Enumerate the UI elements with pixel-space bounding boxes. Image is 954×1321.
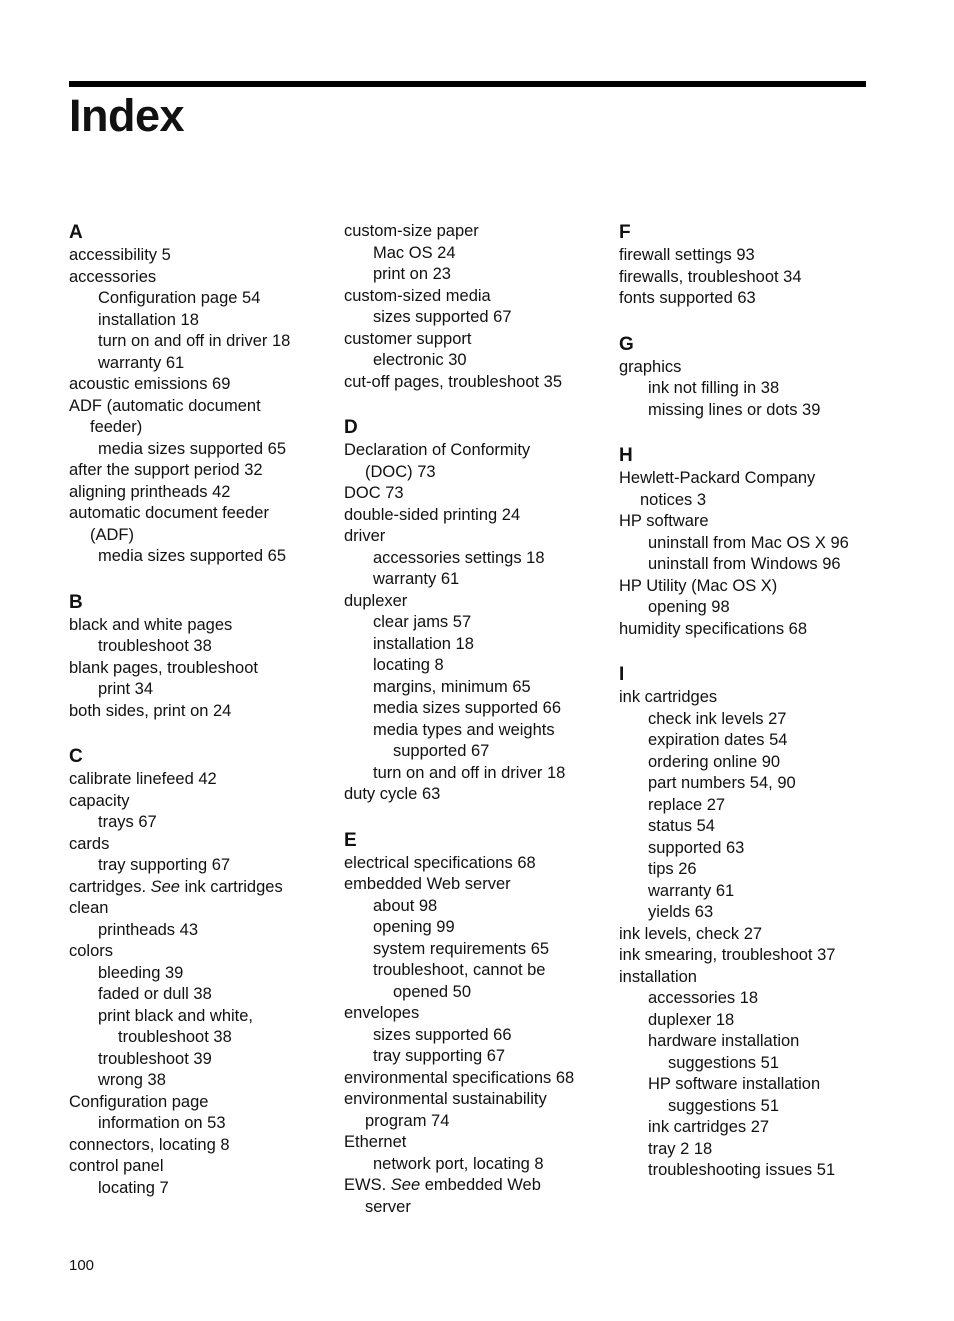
- entry-text: media types and weights: [373, 720, 555, 739]
- index-subentry: [344, 1111, 609, 1133]
- index-entry: [344, 329, 609, 351]
- entry-text: supported 63: [648, 838, 745, 857]
- entry-text: wrong 38: [98, 1071, 166, 1089]
- entry-text: sizes supported 66: [373, 1025, 512, 1044]
- index-subentry: [619, 490, 884, 512]
- entry-text: humidity specifications 68: [619, 619, 808, 638]
- index-entry: [69, 898, 334, 920]
- section-letter: G: [619, 333, 634, 355]
- entry-text: Configuration page 54: [98, 289, 261, 307]
- index-subentry: [69, 525, 334, 547]
- entry-text: custom-size paper: [344, 222, 479, 240]
- entry-text: duplexer 18: [648, 1010, 735, 1029]
- entry-text: black and white pages: [69, 615, 233, 634]
- index-subentry: [619, 1053, 884, 1075]
- entry-text: accessories 18: [648, 989, 759, 1007]
- entry-text: duty cycle 63: [344, 785, 441, 803]
- index-subentry: [344, 350, 609, 372]
- index-section: [619, 221, 884, 310]
- index-entry: [344, 874, 609, 896]
- entry-text: installation 18: [98, 310, 199, 329]
- entry-text: accessibility 5: [69, 246, 171, 264]
- entry-text: environmental sustainability: [344, 1090, 547, 1108]
- index-subentry: [69, 288, 334, 310]
- entry-text: uninstall from Mac OS X 96: [648, 533, 849, 552]
- index-subentry: [619, 1096, 884, 1118]
- index-entry: [344, 483, 609, 505]
- entry-text: colors: [69, 942, 114, 960]
- section-letter: F: [619, 222, 631, 243]
- page-title: Index: [69, 90, 185, 141]
- index-subentry: [619, 378, 884, 400]
- entry-text: Ethernet: [344, 1133, 407, 1151]
- index-subentry: [344, 612, 609, 634]
- index-entry: [344, 372, 609, 394]
- index-entry: [69, 267, 334, 289]
- index-entry: [619, 245, 884, 267]
- entry-text: Hewlett-Packard Company: [619, 469, 816, 487]
- index-section: [619, 663, 884, 1182]
- entry-text: ink smearing, troubleshoot 37: [619, 946, 836, 964]
- entry-text: clear jams 57: [373, 613, 472, 631]
- index-entry: [69, 769, 334, 791]
- index-entry: [344, 1089, 609, 1111]
- entry-text: tips 26: [648, 860, 697, 878]
- index-entry: [69, 1092, 334, 1114]
- index-entry: [69, 460, 334, 482]
- entry-text: electrical specifications 68: [344, 853, 536, 872]
- entry-text: troubleshoot, cannot be: [373, 961, 546, 979]
- entry-text: environmental specifications 68: [344, 1068, 575, 1087]
- index-subentry: [344, 741, 609, 763]
- index-entry: [344, 591, 609, 613]
- entry-text: turn on and off in driver 18: [373, 763, 566, 782]
- entry-text: after the support period 32: [69, 461, 263, 479]
- entry-text: media sizes supported 66: [373, 699, 562, 717]
- index-subentry: [69, 310, 334, 332]
- section-letter: H: [619, 445, 633, 466]
- entry-text: ink not filling in 38: [648, 379, 780, 397]
- section-letter: C: [69, 746, 83, 767]
- index-subentry: [344, 1154, 609, 1176]
- entry-text: clean: [69, 899, 109, 917]
- index-subentry: [619, 1117, 884, 1139]
- index-entry: [69, 245, 334, 267]
- entry-text: Mac OS 24: [373, 243, 456, 262]
- index-entry: [69, 1135, 334, 1157]
- index-subentry: [344, 655, 609, 677]
- index-entry: [619, 687, 884, 709]
- entry-text: system requirements 65: [373, 939, 550, 958]
- index-subentry: [69, 1049, 334, 1071]
- entry-text: locating 8: [373, 656, 444, 674]
- index-entry: [619, 468, 884, 490]
- index-subentry: [619, 902, 884, 924]
- entry-text: ordering online 90: [648, 752, 781, 771]
- index-entry: [344, 1132, 609, 1154]
- index-subentry: [69, 1006, 334, 1028]
- see-target: ink cartridges: [179, 877, 283, 896]
- index-entry: [619, 288, 884, 310]
- index-subentry: [69, 1178, 334, 1200]
- index-entry: [69, 834, 334, 856]
- entry-text: margins, minimum 65: [373, 677, 531, 696]
- entry-text: troubleshooting issues 51: [648, 1161, 836, 1179]
- index-subentry: [619, 752, 884, 774]
- entry-text: information on 53: [98, 1114, 226, 1132]
- entry-text: double-sided printing 24: [344, 505, 521, 524]
- index-subentry: [69, 636, 334, 658]
- entry-text: feeder): [90, 418, 143, 436]
- index-subentry: [344, 1025, 609, 1047]
- index-subentry: [619, 709, 884, 731]
- entry-text: driver: [344, 527, 386, 545]
- entry-text: replace 27: [648, 795, 726, 814]
- index-section: [69, 221, 334, 568]
- entry-text: (DOC) 73: [365, 462, 436, 481]
- entry-text: aligning printheads 42: [69, 482, 231, 501]
- index-subentry: [619, 554, 884, 576]
- index-entry: [344, 853, 609, 875]
- index-subentry: [69, 1027, 334, 1049]
- entry-text: uninstall from Windows 96: [648, 555, 841, 573]
- index-subentry: [344, 939, 609, 961]
- index-column-2: [344, 221, 609, 1218]
- entry-text: ink levels, check 27: [619, 924, 763, 943]
- index-subentry: [344, 1046, 609, 1068]
- entry-text: tray supporting 67: [98, 856, 231, 874]
- entry-text: acoustic emissions 69: [69, 375, 231, 393]
- entry-text: status 54: [648, 817, 715, 835]
- entry-text: electronic 30: [373, 351, 467, 369]
- index-subentry: [69, 679, 334, 701]
- index-entry: [619, 619, 884, 641]
- index-entry: [619, 357, 884, 379]
- entry-text: notices 3: [640, 490, 707, 509]
- entry-text: tray 2 18: [648, 1139, 713, 1158]
- entry-text: expiration dates 54: [648, 731, 788, 749]
- index-entry: [619, 967, 884, 989]
- entry-text: troubleshoot 38: [118, 1028, 232, 1046]
- index-subentry: [619, 773, 884, 795]
- index-entry: [344, 784, 609, 806]
- entry-text: suggestions 51: [668, 1053, 779, 1072]
- index-subentry: [619, 400, 884, 422]
- index-entry: [69, 396, 334, 418]
- entry-text: print black and white,: [98, 1006, 254, 1025]
- entry-text: EWS.: [344, 1176, 391, 1194]
- index-subentry: [69, 439, 334, 461]
- entry-text: print on 23: [373, 265, 451, 283]
- entry-text: embedded Web server: [344, 875, 511, 893]
- entry-text: duplexer: [344, 591, 408, 610]
- index-subentry: [619, 1031, 884, 1053]
- index-entry: [619, 576, 884, 598]
- index-subentry: [619, 881, 884, 903]
- index-subentry: [619, 597, 884, 619]
- entry-text: print 34: [98, 680, 154, 698]
- entry-text: installation: [619, 967, 697, 986]
- index-subentry: [69, 855, 334, 877]
- index-entry: [69, 877, 334, 899]
- see-reference: See: [390, 1176, 421, 1194]
- entry-text: troubleshoot 39: [98, 1049, 212, 1068]
- index-entry: [344, 440, 609, 462]
- index-section: [344, 829, 609, 1219]
- entry-text: graphics: [619, 357, 682, 376]
- index-subentry: [344, 982, 609, 1004]
- entry-text: automatic document feeder: [69, 504, 269, 522]
- entry-text: control panel: [69, 1157, 164, 1175]
- entry-text: part numbers 54, 90: [648, 774, 796, 792]
- index-subentry: [344, 720, 609, 742]
- index-section: [69, 591, 334, 723]
- index-entry: [69, 791, 334, 813]
- entry-text: connectors, locating 8: [69, 1135, 230, 1154]
- entry-text: customer support: [344, 329, 472, 348]
- entry-text: opening 98: [648, 598, 730, 616]
- index-entry: [69, 482, 334, 504]
- entry-text: ink cartridges 27: [648, 1118, 770, 1136]
- index-subentry: [69, 353, 334, 375]
- page-number: 100: [69, 1257, 95, 1274]
- index-entry: [344, 1175, 609, 1197]
- index-subentry: [344, 462, 609, 484]
- entry-text: printheads 43: [98, 920, 198, 939]
- entry-text: suggestions 51: [668, 1096, 779, 1115]
- entry-text: about 98: [373, 896, 438, 915]
- index-entry: [69, 941, 334, 963]
- index-subentry: [344, 960, 609, 982]
- section-letter: I: [619, 664, 625, 685]
- entry-text: custom-sized media: [344, 286, 491, 305]
- entry-text: locating 7: [98, 1178, 169, 1197]
- index-entry: [344, 1068, 609, 1090]
- entry-text: bleeding 39: [98, 963, 184, 982]
- index-subentry: [344, 307, 609, 329]
- entry-text: opened 50: [393, 982, 471, 1001]
- entry-text: installation 18: [373, 634, 474, 653]
- entry-text: hardware installation: [648, 1032, 800, 1050]
- entry-text: sizes supported 67: [373, 308, 512, 326]
- entry-text: Declaration of Conformity: [344, 441, 531, 459]
- index-entry: [344, 286, 609, 308]
- index-subentry: [619, 533, 884, 555]
- entry-text: HP Utility (Mac OS X): [619, 576, 778, 595]
- index-subentry: [344, 634, 609, 656]
- index-subentry: [69, 331, 334, 353]
- entry-text: Configuration page: [69, 1092, 209, 1111]
- index-entry: [69, 374, 334, 396]
- index-subentry: [344, 763, 609, 785]
- index-section: [344, 416, 609, 806]
- index-column-3: [619, 221, 884, 1182]
- entry-text: warranty 61: [648, 881, 735, 900]
- entry-text: yields 63: [648, 903, 714, 921]
- index-column-1: [69, 221, 334, 1199]
- index-section: [344, 221, 609, 393]
- entry-text: firewall settings 93: [619, 246, 755, 264]
- entry-text: cartridges.: [69, 877, 151, 896]
- index-entry: [619, 511, 884, 533]
- entry-text: blank pages, troubleshoot: [69, 658, 258, 677]
- section-letter: B: [69, 591, 83, 613]
- entry-text: capacity: [69, 791, 130, 810]
- section-letter: E: [344, 829, 357, 851]
- see-target: embedded Web: [420, 1176, 541, 1194]
- entry-text: HP software installation: [648, 1075, 821, 1093]
- index-subentry: [619, 1160, 884, 1182]
- index-entry: [619, 924, 884, 946]
- entry-text: warranty 61: [98, 353, 185, 372]
- entry-text: ADF (automatic document: [69, 396, 261, 415]
- entry-text: supported 67: [393, 742, 490, 760]
- index-subentry: [619, 1010, 884, 1032]
- entry-text: accessories: [69, 267, 157, 286]
- entry-text: turn on and off in driver 18: [98, 332, 291, 350]
- index-subentry: [619, 1074, 884, 1096]
- entry-text: warranty 61: [373, 570, 460, 588]
- entry-text: envelopes: [344, 1004, 420, 1022]
- index-entry: [344, 505, 609, 527]
- entry-text: troubleshoot 38: [98, 637, 212, 655]
- index-subentry: [619, 859, 884, 881]
- entry-text: fonts supported 63: [619, 289, 756, 307]
- index-section: [69, 745, 334, 1199]
- entry-text: missing lines or dots 39: [648, 400, 821, 419]
- index-subentry: [619, 1139, 884, 1161]
- entry-text: check ink levels 27: [648, 709, 787, 728]
- index-section: [619, 444, 884, 640]
- index-entry: [344, 221, 609, 243]
- entry-text: DOC 73: [344, 484, 404, 502]
- entry-text: media sizes supported 65: [98, 547, 287, 565]
- entry-text: ink cartridges: [619, 688, 718, 706]
- index-subentry: [619, 795, 884, 817]
- index-entry: [69, 615, 334, 637]
- index-subentry: [69, 417, 334, 439]
- index-entry: [344, 526, 609, 548]
- entry-text: opening 99: [373, 918, 455, 936]
- index-subentry: [344, 917, 609, 939]
- index-subentry: [344, 569, 609, 591]
- index-subentry: [619, 816, 884, 838]
- index-subentry: [344, 698, 609, 720]
- index-section: [619, 333, 884, 422]
- index-subentry: [69, 984, 334, 1006]
- title-rule: [69, 81, 866, 87]
- entry-text: trays 67: [98, 813, 157, 831]
- index-entry: [619, 267, 884, 289]
- entry-text: faded or dull 38: [98, 985, 212, 1003]
- index-entry: [344, 1003, 609, 1025]
- entry-text: both sides, print on 24: [69, 701, 232, 720]
- index-entry: [69, 1156, 334, 1178]
- index-subentry: [344, 677, 609, 699]
- index-subentry: [344, 1197, 609, 1219]
- index-subentry: [344, 264, 609, 286]
- section-letter: D: [344, 417, 358, 438]
- entry-text: cards: [69, 834, 110, 853]
- index-subentry: [69, 1070, 334, 1092]
- entry-text: server: [365, 1197, 411, 1216]
- section-letter: A: [69, 222, 83, 243]
- index-entry: [69, 701, 334, 723]
- entry-text: program 74: [365, 1111, 450, 1130]
- index-subentry: [344, 548, 609, 570]
- index-subentry: [69, 920, 334, 942]
- index-subentry: [344, 243, 609, 265]
- index-subentry: [619, 838, 884, 860]
- index-subentry: [69, 546, 334, 568]
- see-reference: See: [150, 877, 180, 896]
- index-subentry: [69, 1113, 334, 1135]
- entry-text: HP software: [619, 512, 709, 530]
- index-entry: [69, 658, 334, 680]
- index-subentry: [619, 988, 884, 1010]
- entry-text: calibrate linefeed 42: [69, 770, 217, 788]
- index-entry: [619, 945, 884, 967]
- entry-text: cut-off pages, troubleshoot 35: [344, 372, 563, 391]
- index-subentry: [69, 812, 334, 834]
- index-subentry: [619, 730, 884, 752]
- entry-text: accessories settings 18: [373, 548, 545, 567]
- index-subentry: [69, 963, 334, 985]
- entry-text: media sizes supported 65: [98, 439, 287, 458]
- entry-text: network port, locating 8: [373, 1154, 544, 1173]
- entry-text: firewalls, troubleshoot 34: [619, 267, 802, 286]
- index-entry: [69, 503, 334, 525]
- entry-text: tray supporting 67: [373, 1047, 506, 1065]
- entry-text: (ADF): [90, 525, 134, 544]
- index-subentry: [344, 896, 609, 918]
